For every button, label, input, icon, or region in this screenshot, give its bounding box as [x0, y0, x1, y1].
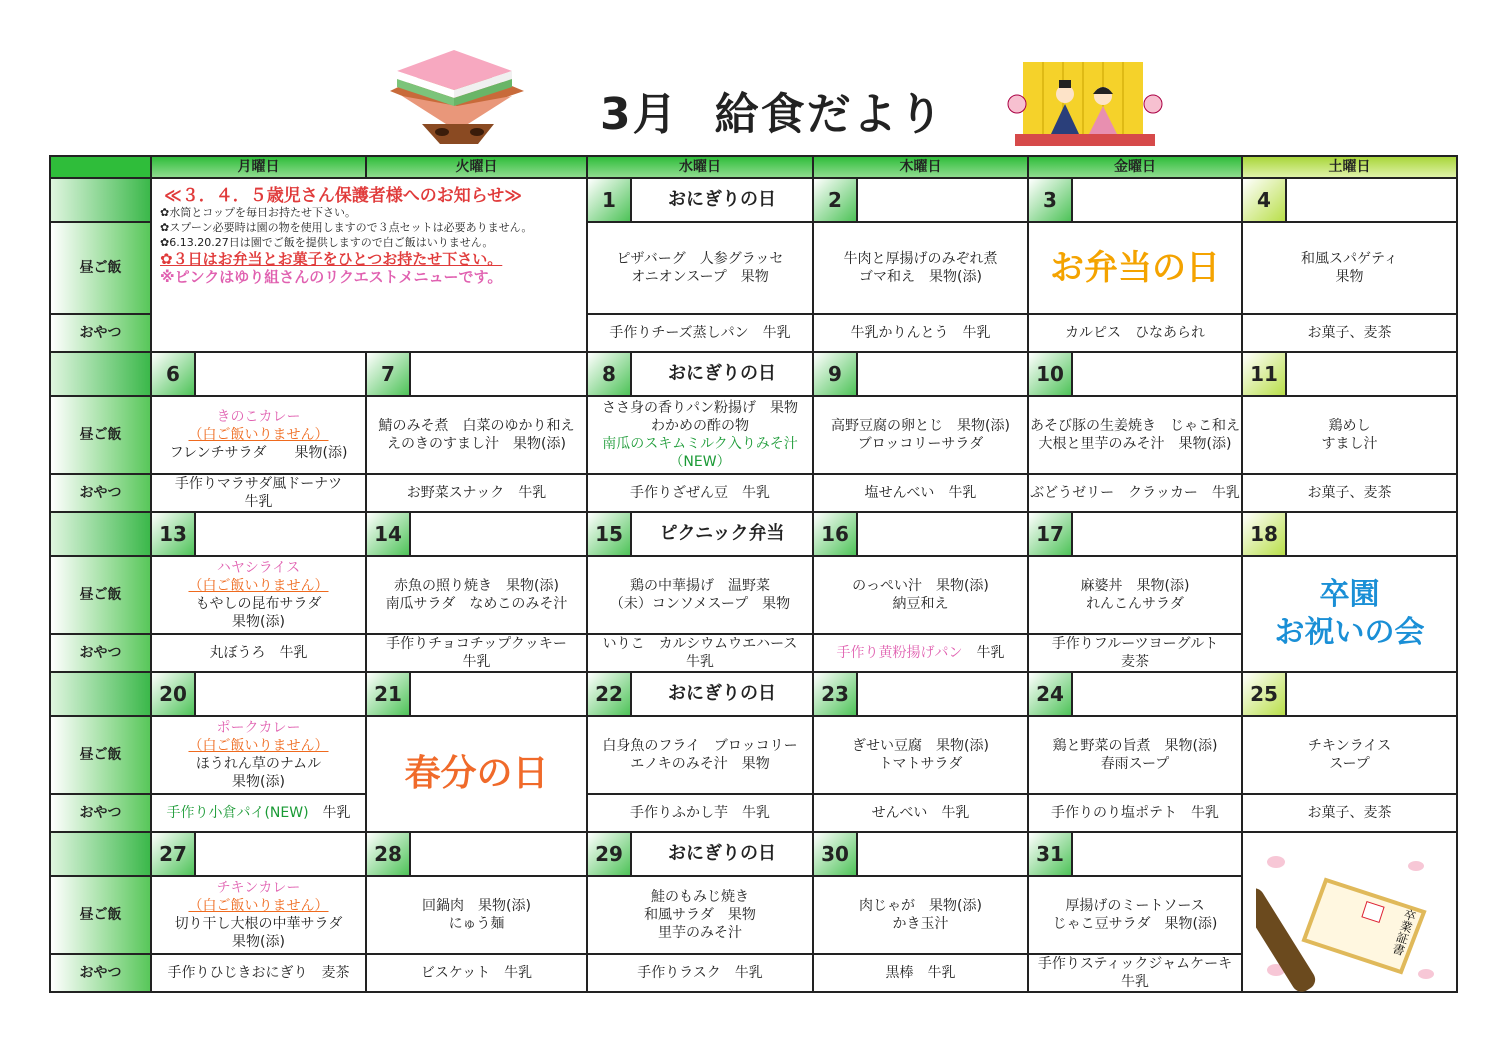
lunch-cell — [587, 396, 813, 474]
header-tue: 火曜日 — [366, 156, 587, 178]
day-number: 22 — [588, 673, 632, 715]
diploma-illustration — [1256, 852, 1446, 1000]
day-cell-24 — [1028, 672, 1242, 716]
menu-line: 麦茶 — [1121, 654, 1149, 670]
day-label — [858, 353, 1027, 395]
menu-line: 手作りラスク 牛乳 — [637, 965, 763, 981]
snack-cell — [813, 794, 1028, 832]
menu-line: スープ — [1329, 756, 1370, 772]
menu-line: 厚揚げのミートソース — [1065, 898, 1205, 914]
day-number: 24 — [1029, 673, 1073, 715]
lunch-cell — [813, 876, 1028, 954]
week-2-date-row — [50, 352, 1457, 396]
week-3-date-row — [50, 512, 1457, 556]
weekday-header-row — [50, 156, 1457, 178]
menu-line: 手作りひじきおにぎり 麦茶 — [167, 965, 350, 981]
day-number: 15 — [588, 513, 632, 555]
menu-line: 果物(添) — [232, 614, 285, 630]
day-number: 18 — [1243, 513, 1287, 555]
graduation-party-cell — [1242, 556, 1457, 672]
header-corner — [50, 156, 151, 178]
day-number: 13 — [152, 513, 196, 555]
menu-line: 果物(添) — [232, 774, 285, 790]
lunch-cell — [366, 396, 587, 474]
graduation-party-text: 卒園 — [1319, 577, 1380, 612]
snack-cell — [1242, 794, 1457, 832]
lunch-cell — [587, 222, 813, 314]
menu-line: フレンチサラダ 果物(添) — [169, 445, 348, 461]
day-label — [1073, 833, 1241, 875]
menu-line: お菓子、麦茶 — [1307, 485, 1392, 501]
menu-line: 鮭のもみじ焼き — [651, 889, 749, 905]
day-label — [1073, 353, 1241, 395]
menu-line: ささ身の香りパン粉揚げ 果物 — [602, 400, 798, 416]
menu-line: （未）コンソメスープ 果物 — [609, 596, 791, 612]
row-label-snack: おやつ — [50, 954, 151, 992]
row-label-lunch: 昼ご飯 — [50, 716, 151, 794]
page-title: 3月 給食だより — [600, 89, 945, 140]
no-rice-note: （白ご飯いりません） — [188, 898, 329, 914]
day-cell-14 — [366, 512, 587, 556]
diploma-text: 卒業証書 — [1389, 907, 1419, 957]
menu-line: お菓子、麦茶 — [1307, 325, 1392, 341]
notice-line: ✿スプーン必要時は園の物を使用しますので３点セットは必要ありません。 — [160, 221, 533, 234]
hishimochi-illustration — [382, 46, 532, 146]
menu-line: 手作りざぜん豆 牛乳 — [630, 485, 770, 501]
snack-cell — [1028, 954, 1242, 992]
day-cell-4 — [1242, 178, 1457, 222]
menu-line: 牛乳 — [1121, 974, 1149, 990]
snack-cell — [1028, 634, 1242, 672]
snack-drink: 牛乳 — [976, 645, 1005, 661]
lunch-cell — [366, 556, 587, 634]
notice-line: ✿水筒とコップを毎日お持たせ下さい。 — [160, 206, 356, 219]
menu-line: ビスケット 牛乳 — [420, 965, 533, 981]
day-label — [196, 833, 365, 875]
menu-line: お野菜スナック 牛乳 — [406, 485, 547, 501]
snack-cell — [151, 954, 366, 992]
day-number: 30 — [814, 833, 858, 875]
menu-line: トマトサラダ — [878, 756, 963, 772]
header-mon: 月曜日 — [151, 156, 366, 178]
snack-cell — [1028, 314, 1242, 352]
header-fri: 金曜日 — [1028, 156, 1242, 178]
day-cell-28 — [366, 832, 587, 876]
day-label — [1287, 513, 1456, 555]
day-number: 11 — [1243, 353, 1287, 395]
holiday-text: 春分の日 — [404, 753, 549, 794]
day-number: 4 — [1243, 179, 1287, 221]
request-menu: ハヤシライス — [216, 560, 301, 576]
menu-line: 南瓜サラダ なめこのみそ汁 — [385, 596, 568, 612]
day-cell-11 — [1242, 352, 1457, 396]
menu-line: 赤魚の照り焼き 果物(添) — [394, 578, 559, 594]
snack-drink: 牛乳 — [322, 805, 351, 821]
row-label-snack: おやつ — [50, 794, 151, 832]
day-cell-9 — [813, 352, 1028, 396]
lunch-cell — [1028, 222, 1242, 314]
request-snack: 手作り黄粉揚げパン — [836, 645, 963, 661]
row-label-snack: おやつ — [50, 314, 151, 352]
menu-line: じゃこ豆サラダ 果物(添) — [1052, 916, 1218, 932]
menu-line: ピザバーグ 人参グラッセ — [616, 251, 784, 267]
menu-line: のっぺい汁 果物(添) — [852, 578, 989, 594]
snack-cell — [151, 474, 366, 512]
day-label — [1287, 673, 1456, 715]
day-cell-20 — [151, 672, 366, 716]
menu-line: ゴマ和え 果物(添) — [859, 269, 982, 285]
menu-line: 果物 — [1335, 269, 1364, 285]
menu-line: 手作りフルーツヨーグルト — [1051, 636, 1219, 652]
no-rice-note: （白ご飯いりません） — [188, 738, 329, 754]
row-label-snack: おやつ — [50, 474, 151, 512]
day-label: おにぎりの日 — [668, 683, 776, 704]
day-number: 10 — [1029, 353, 1073, 395]
menu-line: ぶどうゼリー クラッカー 牛乳 — [1030, 485, 1240, 501]
no-rice-note: （白ご飯いりません） — [188, 427, 329, 443]
day-number: 7 — [367, 353, 411, 395]
menu-line: 牛乳 — [244, 494, 273, 510]
day-number: 21 — [367, 673, 411, 715]
day-label — [411, 833, 586, 875]
lunch-cell — [151, 876, 366, 954]
snack-cell — [366, 634, 587, 672]
day-label — [1073, 513, 1241, 555]
menu-line: オニオンスープ 果物 — [631, 269, 769, 285]
day-label — [858, 179, 1027, 221]
snack-cell — [1242, 314, 1457, 352]
menu-line: 塩せんべい 牛乳 — [864, 485, 977, 501]
week-3-lunch-row — [50, 556, 1457, 634]
day-label — [1073, 179, 1241, 221]
day-cell-27 — [151, 832, 366, 876]
day-number: 2 — [814, 179, 858, 221]
day-number: 27 — [152, 833, 196, 875]
hina-dolls-illustration — [1005, 62, 1165, 152]
menu-line: にゅう麺 — [448, 916, 505, 932]
menu-line: チキンライス — [1307, 738, 1392, 754]
row-label-blank — [50, 352, 151, 396]
menu-line: ほうれん草のナムル — [195, 756, 322, 772]
snack-cell — [151, 794, 366, 832]
header-thu: 木曜日 — [813, 156, 1028, 178]
day-cell-8 — [587, 352, 813, 396]
no-rice-note: （白ご飯いりません） — [188, 578, 329, 594]
day-label — [411, 513, 586, 555]
menu-line: 鯖のみそ煮 白菜のゆかり和え — [378, 418, 575, 434]
menu-line: 手作りチョコチップクッキー — [386, 636, 567, 652]
bento-day-text: お弁当の日 — [1050, 248, 1220, 288]
menu-line: すまし汁 — [1321, 436, 1378, 452]
menu-line: わかめの酢の物 — [651, 418, 749, 434]
menu-line: （NEW） — [669, 454, 731, 470]
menu-line: 牛肉と厚揚げのみぞれ煮 — [843, 251, 998, 267]
lunch-cell — [151, 716, 366, 794]
row-label-lunch: 昼ご飯 — [50, 556, 151, 634]
day-number: 8 — [588, 353, 632, 395]
menu-line: かき玉汁 — [892, 916, 949, 932]
lunch-cell — [366, 876, 587, 954]
menu-line: 鶏めし — [1328, 418, 1371, 434]
menu-line: 肉じゃが 果物(添) — [859, 898, 982, 914]
day-label: おにぎりの日 — [668, 363, 776, 384]
menu-line: 丸ぼうろ 牛乳 — [209, 645, 308, 661]
snack-cell — [587, 794, 813, 832]
day-number: 25 — [1243, 673, 1287, 715]
lunch-cell — [1028, 876, 1242, 954]
menu-line: 手作りチーズ蒸しパン 牛乳 — [609, 325, 791, 341]
snack-cell — [813, 474, 1028, 512]
menu-line: 麻婆丼 果物(添) — [1080, 578, 1190, 594]
day-cell-7 — [366, 352, 587, 396]
menu-line: えのきのすまし汁 果物(添) — [387, 436, 566, 452]
day-label — [1287, 179, 1456, 221]
lunch-cell — [1028, 396, 1242, 474]
day-cell-23 — [813, 672, 1028, 716]
day-number: 16 — [814, 513, 858, 555]
lunch-cell — [151, 396, 366, 474]
menu-line: 鶏の中華揚げ 温野菜 — [630, 578, 770, 594]
lunch-cell — [1242, 716, 1457, 794]
day-label — [411, 673, 586, 715]
day-cell-2 — [813, 178, 1028, 222]
week-5-date-row — [50, 832, 1457, 876]
day-label — [858, 833, 1027, 875]
day-cell-16 — [813, 512, 1028, 556]
lunch-cell — [1028, 716, 1242, 794]
menu-line: もやしの昆布サラダ — [195, 596, 322, 612]
day-cell-22 — [587, 672, 813, 716]
day-number: 9 — [814, 353, 858, 395]
day-cell-10 — [1028, 352, 1242, 396]
menu-line: 牛乳 — [686, 654, 714, 670]
day-number: 17 — [1029, 513, 1073, 555]
snack-cell — [587, 474, 813, 512]
graduation-party-text: お祝いの会 — [1274, 615, 1425, 650]
menu-line: お菓子、麦茶 — [1307, 805, 1392, 821]
snack-cell — [1242, 474, 1457, 512]
snack-cell — [813, 314, 1028, 352]
day-number: 20 — [152, 673, 196, 715]
day-label — [858, 673, 1027, 715]
menu-line: いりこ カルシウムウエハース — [602, 636, 798, 652]
day-cell-1 — [587, 178, 813, 222]
snack-cell — [587, 954, 813, 992]
row-label-blank — [50, 672, 151, 716]
snack-cell — [813, 634, 1028, 672]
day-label — [1287, 353, 1456, 395]
row-label-blank — [50, 512, 151, 556]
notice-bento-warning: ✿３日はお弁当とお菓子をひとつお持たせ下さい。 — [160, 250, 503, 268]
day-cell-3 — [1028, 178, 1242, 222]
row-label-lunch: 昼ご飯 — [50, 876, 151, 954]
menu-line: ブロッコリーサラダ — [857, 436, 984, 452]
menu-line: 和風サラダ 果物 — [644, 907, 756, 923]
notice-box — [151, 178, 587, 352]
row-label-lunch: 昼ご飯 — [50, 396, 151, 474]
menu-line: 手作りマラサダ風ドーナツ — [174, 476, 343, 492]
week-1-date-row — [50, 178, 1457, 222]
day-label — [196, 353, 365, 395]
snack-cell — [151, 634, 366, 672]
day-label — [858, 513, 1027, 555]
menu-line: 牛乳かりんとう 牛乳 — [850, 325, 991, 341]
day-number: 31 — [1029, 833, 1073, 875]
menu-line: 納豆和え — [892, 596, 949, 612]
row-label-lunch: 昼ご飯 — [50, 222, 151, 314]
lunch-cell — [587, 876, 813, 954]
lunch-cell — [813, 716, 1028, 794]
request-menu: きのこカレー — [216, 409, 301, 425]
notice-line: ✿6.13.20.27日は園でご飯を提供しますので白ご飯はいりません。 — [160, 236, 494, 249]
lunch-calendar — [49, 155, 1458, 993]
lunch-cell — [813, 222, 1028, 314]
week-2-snack-row — [50, 474, 1457, 512]
row-label-blank — [50, 178, 151, 222]
notice-request-note: ※ピンクはゆり組さんのリクエストメニューです。 — [160, 268, 503, 286]
menu-line: 果物(添) — [232, 934, 285, 950]
menu-line: 手作りのり塩ポテト 牛乳 — [1051, 805, 1219, 821]
menu-line: れんこんサラダ — [1086, 596, 1184, 612]
menu-line: せんべい 牛乳 — [871, 805, 970, 821]
menu-line: 里芋のみそ汁 — [658, 925, 742, 941]
day-number: 1 — [588, 179, 632, 221]
menu-line: ぎせい豆腐 果物(添) — [852, 738, 989, 754]
snack-cell — [366, 474, 587, 512]
day-label: おにぎりの日 — [668, 189, 776, 210]
snack-cell — [587, 314, 813, 352]
week-4-lunch-row — [50, 716, 1457, 794]
day-number: 29 — [588, 833, 632, 875]
day-label — [196, 673, 365, 715]
menu-line — [814, 644, 1027, 662]
day-cell-31 — [1028, 832, 1242, 876]
menu-line: 回鍋肉 果物(添) — [422, 898, 531, 914]
day-cell-25 — [1242, 672, 1457, 716]
day-cell-6 — [151, 352, 366, 396]
day-cell-21 — [366, 672, 587, 716]
day-cell-18 — [1242, 512, 1457, 556]
lunch-cell — [813, 556, 1028, 634]
menu-line: 白身魚のフライ ブロッコリー — [602, 738, 798, 754]
new-snack: 手作り小倉パイ(NEW) — [166, 805, 309, 821]
row-label-snack: おやつ — [50, 634, 151, 672]
week-4-snack-row — [50, 794, 1457, 832]
day-number: 14 — [367, 513, 411, 555]
lunch-cell — [1242, 222, 1457, 314]
menu-line: 牛乳 — [462, 654, 491, 670]
day-cell-13 — [151, 512, 366, 556]
day-number: 3 — [1029, 179, 1073, 221]
day-cell-29 — [587, 832, 813, 876]
menu-line: 手作りふかし芋 牛乳 — [630, 805, 770, 821]
header-wed: 水曜日 — [587, 156, 813, 178]
notice-title: ≪３．４．５歳児さん保護者様へのお知らせ≫ — [164, 186, 523, 206]
menu-line: 鶏と野菜の旨煮 果物(添) — [1052, 738, 1218, 754]
day-label — [196, 513, 365, 555]
day-label — [411, 353, 586, 395]
menu-line: 大根と里芋のみそ汁 果物(添) — [1038, 436, 1232, 452]
lunch-cell — [1242, 396, 1457, 474]
menu-line — [152, 804, 365, 822]
snack-cell — [587, 634, 813, 672]
day-label: ピクニック弁当 — [659, 523, 785, 544]
day-number: 28 — [367, 833, 411, 875]
menu-line: 黒棒 牛乳 — [885, 965, 956, 981]
holiday-cell — [366, 716, 587, 832]
day-cell-17 — [1028, 512, 1242, 556]
week-2-lunch-row — [50, 396, 1457, 474]
week-4-date-row — [50, 672, 1457, 716]
day-number: 23 — [814, 673, 858, 715]
snack-cell — [1028, 474, 1242, 512]
lunch-cell — [1028, 556, 1242, 634]
lunch-cell — [813, 396, 1028, 474]
snack-cell — [1028, 794, 1242, 832]
header-sat: 土曜日 — [1242, 156, 1457, 178]
day-cell-15 — [587, 512, 813, 556]
snack-cell — [366, 954, 587, 992]
day-number: 6 — [152, 353, 196, 395]
menu-line: エノキのみそ汁 果物 — [630, 756, 770, 772]
day-cell-30 — [813, 832, 1028, 876]
menu-line: 和風スパゲティ — [1301, 251, 1398, 267]
menu-line: 高野豆腐の卵とじ 果物(添) — [831, 418, 1010, 434]
snack-cell — [813, 954, 1028, 992]
menu-line: 南瓜のスキムミルク入りみそ汁 — [602, 436, 798, 452]
lunch-cell — [587, 716, 813, 794]
day-label — [1073, 673, 1241, 715]
day-label: おにぎりの日 — [668, 843, 776, 864]
menu-line: あそび豚の生姜焼き じゃこ和え — [1030, 418, 1240, 434]
menu-line: 春雨スープ — [1100, 756, 1170, 772]
row-label-blank — [50, 832, 151, 876]
lunch-cell — [587, 556, 813, 634]
lunch-cell — [151, 556, 366, 634]
menu-line: 手作りスティックジャムケーキ — [1037, 956, 1233, 972]
request-menu: ポークカレー — [216, 720, 301, 736]
menu-line: カルピス ひなあられ — [1065, 325, 1205, 341]
menu-line: 切り干し大根の中華サラダ — [174, 916, 343, 932]
request-menu: チキンカレー — [216, 880, 301, 896]
